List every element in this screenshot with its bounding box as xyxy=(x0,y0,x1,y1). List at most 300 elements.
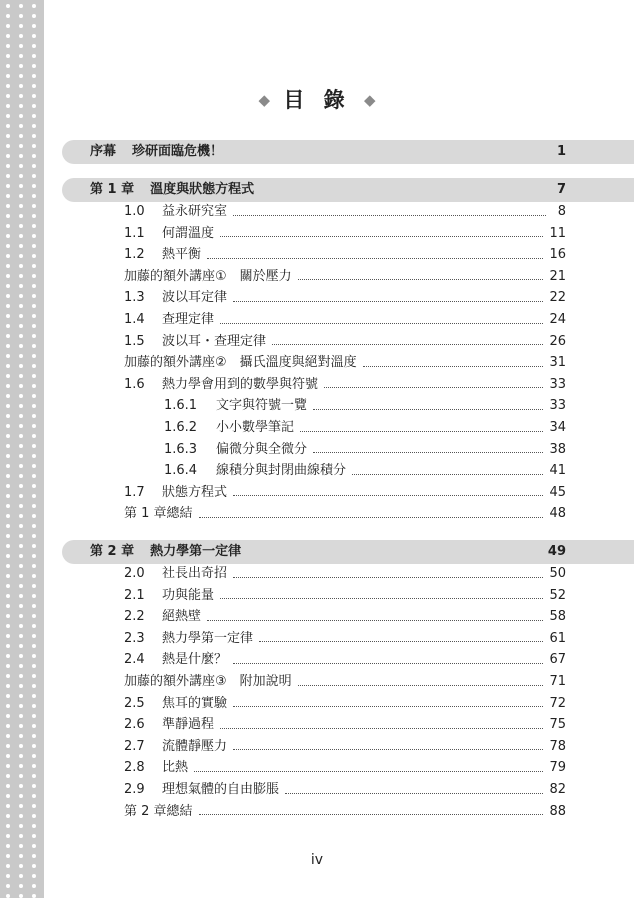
entry-title: 益永研究室 xyxy=(162,204,228,219)
chapter-heading[interactable] xyxy=(90,142,566,162)
toc-entry[interactable] xyxy=(164,396,566,416)
binder-hole xyxy=(19,294,23,298)
binder-hole xyxy=(32,254,36,258)
chapter-label: 第 1 章 xyxy=(90,182,135,197)
binder-hole xyxy=(19,44,23,48)
binder-hole xyxy=(19,604,23,608)
binder-hole xyxy=(32,484,36,488)
binder-hole xyxy=(19,64,23,68)
binder-hole xyxy=(32,224,36,228)
binder-hole xyxy=(19,4,23,8)
binder-hole xyxy=(6,134,10,138)
binder-hole xyxy=(32,774,36,778)
toc-entry[interactable] xyxy=(124,672,566,692)
toc-entry[interactable] xyxy=(124,267,566,287)
binder-hole xyxy=(32,514,36,518)
binder-hole xyxy=(19,224,23,228)
binder-hole xyxy=(6,274,10,278)
binder-hole xyxy=(19,464,23,468)
binder-hole xyxy=(19,404,23,408)
binder-hole xyxy=(32,694,36,698)
binder-hole xyxy=(6,334,10,338)
entry-title: 偏微分與全微分 xyxy=(216,441,308,457)
binder-hole xyxy=(32,724,36,728)
binder-hole xyxy=(19,694,23,698)
toc-entry[interactable] xyxy=(124,332,566,352)
entry-number: 1.6.2 xyxy=(164,420,198,435)
binder-hole xyxy=(32,24,36,28)
binder-hole xyxy=(6,624,10,628)
toc-entry[interactable] xyxy=(124,802,566,822)
entry-page: 78 xyxy=(549,738,566,754)
toc-entry[interactable] xyxy=(124,780,566,800)
leader-dots xyxy=(363,366,544,367)
entry-title: 熱平衡 xyxy=(162,247,202,263)
entry-title: 線積分與封閉曲線積分 xyxy=(216,463,347,479)
binder-hole xyxy=(32,334,36,338)
binder-hole xyxy=(19,74,23,78)
toc-entry[interactable] xyxy=(164,418,566,438)
binder-hole xyxy=(19,794,23,798)
binder-hole xyxy=(32,594,36,598)
entry-number: 1.3 xyxy=(124,290,145,306)
entry-number: 1.6 xyxy=(124,376,145,392)
binder-hole xyxy=(6,74,10,78)
binder-hole xyxy=(19,264,23,268)
binder-hole xyxy=(6,244,10,248)
binder-hole xyxy=(6,764,10,768)
leader-dots xyxy=(233,495,543,496)
binder-hole xyxy=(19,164,23,168)
binder-hole xyxy=(19,314,23,318)
toc-entry[interactable] xyxy=(124,607,566,627)
binder-hole xyxy=(32,444,36,448)
binder-hole xyxy=(6,324,10,328)
binder-hole xyxy=(19,474,23,478)
binder-hole xyxy=(19,244,23,248)
entry-page: 88 xyxy=(549,803,566,819)
binder-hole xyxy=(6,454,10,458)
entry-page: 34 xyxy=(549,420,566,435)
binder-hole xyxy=(6,554,10,558)
toc-entry[interactable] xyxy=(124,504,566,524)
binder-hole xyxy=(6,174,10,178)
toc-entry[interactable] xyxy=(124,737,566,757)
binder-hole xyxy=(32,534,36,538)
entry-number: 1.6.3 xyxy=(164,441,198,457)
binder-hole xyxy=(32,874,36,878)
entry-title: 熱力學第一定律 xyxy=(162,630,254,646)
entry-title: 社長出奇招 xyxy=(162,566,228,581)
binder-hole xyxy=(19,394,23,398)
binder-hole xyxy=(19,764,23,768)
entry-title: 準靜過程 xyxy=(162,717,215,733)
binder-hole xyxy=(6,844,10,848)
binder-hole xyxy=(19,354,23,358)
binder-hole xyxy=(32,34,36,38)
binder-hole xyxy=(6,204,10,208)
binder-hole xyxy=(6,144,10,148)
binder-hole xyxy=(6,704,10,708)
toc-entry[interactable] xyxy=(124,310,566,330)
leader-dots xyxy=(259,641,543,642)
entry-title: 熱力學會用到的數學與符號 xyxy=(162,376,319,392)
binder-hole xyxy=(19,804,23,808)
binder-hole xyxy=(6,264,10,268)
toc-entry[interactable] xyxy=(124,224,566,244)
chapter-label: 序幕 xyxy=(90,144,117,159)
leader-dots xyxy=(352,474,543,475)
binder-hole xyxy=(6,634,10,638)
binder-hole xyxy=(19,274,23,278)
binder-hole xyxy=(6,824,10,828)
entry-title: 何謂溫度 xyxy=(162,225,215,241)
entry-page: 21 xyxy=(549,268,566,284)
binder-hole xyxy=(32,74,36,78)
leader-dots xyxy=(233,706,543,707)
entry-title: 第 2 章總結 xyxy=(124,803,193,819)
binder-hole xyxy=(32,214,36,218)
chapter-heading[interactable] xyxy=(90,542,566,562)
chapter-title: 熱力學第一定律 xyxy=(150,544,242,559)
leader-dots xyxy=(220,236,543,237)
entry-title: 焦耳的實驗 xyxy=(162,695,228,711)
binder-hole xyxy=(19,564,23,568)
binder-hole xyxy=(19,374,23,378)
binder-hole xyxy=(32,674,36,678)
chapter-page: 1 xyxy=(556,144,566,159)
binder-hole xyxy=(19,834,23,838)
binder-hole xyxy=(32,294,36,298)
leader-dots xyxy=(313,409,543,410)
page-number: iv xyxy=(310,852,324,868)
binder-hole xyxy=(32,154,36,158)
binder-hole xyxy=(6,64,10,68)
binder-hole xyxy=(32,494,36,498)
binder-hole xyxy=(6,24,10,28)
binder-hole xyxy=(32,244,36,248)
binder-hole xyxy=(6,664,10,668)
binder-hole xyxy=(6,644,10,648)
binder-hole xyxy=(32,614,36,618)
binder-hole xyxy=(19,884,23,888)
binder-hole xyxy=(6,404,10,408)
binder-hole xyxy=(32,574,36,578)
toc-entry[interactable] xyxy=(124,202,566,222)
entry-number: 1.6.1 xyxy=(164,398,198,414)
binder-hole xyxy=(19,724,23,728)
entry-number: 2.1 xyxy=(124,587,145,603)
binder-hole xyxy=(6,474,10,478)
binder-hole xyxy=(19,584,23,588)
binder-hole xyxy=(32,194,36,198)
binder-hole xyxy=(19,284,23,288)
entry-page: 58 xyxy=(549,609,566,625)
entry-page: 82 xyxy=(549,782,566,797)
binder-hole xyxy=(19,144,23,148)
toc-entry[interactable] xyxy=(124,483,566,503)
toc-entry[interactable] xyxy=(124,288,566,308)
entry-page: 75 xyxy=(549,717,566,733)
binder-hole xyxy=(19,554,23,558)
leader-dots xyxy=(285,793,543,794)
binder-hole xyxy=(19,114,23,118)
binder-hole xyxy=(32,324,36,328)
binder-hole xyxy=(19,524,23,528)
binder-hole xyxy=(19,684,23,688)
entry-number: 2.2 xyxy=(124,609,145,625)
binder-hole xyxy=(6,34,10,38)
entry-page: 31 xyxy=(549,355,566,371)
leader-dots xyxy=(298,279,544,280)
binder-hole xyxy=(6,684,10,688)
binder-hole xyxy=(6,164,10,168)
binder-hole xyxy=(32,434,36,438)
binder-hole xyxy=(6,794,10,798)
toc-entry[interactable] xyxy=(164,461,566,481)
binder-hole xyxy=(32,544,36,548)
binder-hole xyxy=(32,824,36,828)
binder-hole xyxy=(19,424,23,428)
binder-hole xyxy=(19,674,23,678)
binder-hole xyxy=(32,284,36,288)
binder-hole xyxy=(6,464,10,468)
binder-hole xyxy=(32,414,36,418)
binder-hole xyxy=(6,394,10,398)
binder-hole xyxy=(6,304,10,308)
entry-page: 45 xyxy=(549,484,566,500)
leader-dots xyxy=(220,598,543,599)
chapter-heading[interactable] xyxy=(90,180,566,200)
binder-hole xyxy=(19,174,23,178)
binder-hole xyxy=(6,294,10,298)
chapter-page: 49 xyxy=(547,544,566,559)
entry-number: 2.5 xyxy=(124,695,145,711)
binder-hole xyxy=(32,404,36,408)
binder-hole xyxy=(19,714,23,718)
toc-entry[interactable] xyxy=(124,353,566,373)
binder-hole xyxy=(6,434,10,438)
binder-hole xyxy=(32,134,36,138)
leader-dots xyxy=(313,452,543,453)
binder-hole xyxy=(19,894,23,898)
binder-hole xyxy=(19,454,23,458)
binder-hole xyxy=(6,774,10,778)
entry-page: 33 xyxy=(549,376,566,392)
binder-hole xyxy=(19,504,23,508)
binder-hole xyxy=(32,764,36,768)
binder-hole xyxy=(19,484,23,488)
binder-hole xyxy=(6,754,10,758)
binder-hole xyxy=(19,54,23,58)
binder-hole xyxy=(32,844,36,848)
entry-page: 50 xyxy=(549,566,566,581)
entry-page: 41 xyxy=(549,463,566,479)
entry-number: 2.7 xyxy=(124,738,145,754)
binder-hole xyxy=(32,884,36,888)
binder-hole xyxy=(6,834,10,838)
binder-hole xyxy=(6,604,10,608)
toc-entry[interactable] xyxy=(124,245,566,265)
binder-hole xyxy=(19,134,23,138)
binder-hole xyxy=(19,634,23,638)
binder-hole xyxy=(32,504,36,508)
toc-entry[interactable] xyxy=(124,715,566,735)
entry-title: 加藤的額外講座③ 附加說明 xyxy=(124,674,292,689)
leader-dots xyxy=(207,258,543,259)
binder-hole xyxy=(6,734,10,738)
entry-number: 2.9 xyxy=(124,782,145,797)
leader-dots xyxy=(233,577,543,578)
leader-dots xyxy=(324,387,543,388)
binder-hole xyxy=(6,504,10,508)
entry-page: 61 xyxy=(549,630,566,646)
leader-dots xyxy=(220,323,543,324)
binder-hole xyxy=(6,424,10,428)
binder-hole xyxy=(6,514,10,518)
binder-hole xyxy=(19,194,23,198)
binder-hole xyxy=(32,344,36,348)
chapter-title: 溫度與狀態方程式 xyxy=(150,182,255,197)
entry-page: 24 xyxy=(549,312,566,327)
binder-hole xyxy=(19,334,23,338)
binder-hole xyxy=(32,374,36,378)
leader-dots xyxy=(220,728,543,729)
entry-page: 52 xyxy=(549,587,566,603)
diamond-left-icon: ◆ xyxy=(258,91,271,109)
binder-hole xyxy=(6,4,10,8)
binder-hole xyxy=(32,264,36,268)
binder-hole xyxy=(19,434,23,438)
binder-hole xyxy=(32,794,36,798)
entry-title: 流體靜壓力 xyxy=(162,738,228,754)
binder-hole xyxy=(6,584,10,588)
toc-entry[interactable] xyxy=(124,629,566,649)
binder-hole xyxy=(6,544,10,548)
binder-hole xyxy=(19,544,23,548)
page-title-text: 目 錄 xyxy=(283,88,351,112)
binder-hole xyxy=(32,634,36,638)
entry-number: 2.8 xyxy=(124,760,145,776)
entry-number: 2.6 xyxy=(124,717,145,733)
binder-hole xyxy=(32,604,36,608)
toc-entry[interactable] xyxy=(164,440,566,460)
entry-page: 72 xyxy=(549,695,566,711)
chapter-page: 7 xyxy=(556,182,566,197)
binder-hole xyxy=(19,874,23,878)
binder-hole xyxy=(6,564,10,568)
binder-hole xyxy=(6,744,10,748)
binder-hole xyxy=(19,744,23,748)
entry-page: 38 xyxy=(549,441,566,457)
binder-hole xyxy=(19,574,23,578)
binder-hole xyxy=(19,124,23,128)
leader-dots xyxy=(233,749,543,750)
entry-title: 功與能量 xyxy=(162,587,215,603)
binder-hole xyxy=(19,24,23,28)
binder-hole xyxy=(6,124,10,128)
binder-hole xyxy=(32,274,36,278)
binder-hole xyxy=(6,14,10,18)
binder-hole xyxy=(19,754,23,758)
entry-title: 熱是什麼？ xyxy=(162,652,228,668)
toc-entry[interactable] xyxy=(124,694,566,714)
binder-hole xyxy=(6,224,10,228)
binder-hole xyxy=(32,314,36,318)
binder-hole xyxy=(32,804,36,808)
binder-hole xyxy=(6,344,10,348)
toc-entry[interactable] xyxy=(124,564,566,584)
binder-hole xyxy=(32,704,36,708)
binder-hole xyxy=(32,394,36,398)
binder-hole xyxy=(19,14,23,18)
binder-hole xyxy=(6,654,10,658)
binder-hole xyxy=(6,614,10,618)
binder-hole xyxy=(32,564,36,568)
entry-title: 理想氣體的自由膨脹 xyxy=(162,782,280,797)
binder-hole xyxy=(19,384,23,388)
binder-hole xyxy=(32,304,36,308)
binder-hole xyxy=(6,484,10,488)
binder-hole xyxy=(19,704,23,708)
toc-entry[interactable] xyxy=(124,375,566,395)
entry-page: 33 xyxy=(549,398,566,414)
chapter-label: 第 2 章 xyxy=(90,544,135,559)
entry-number: 1.0 xyxy=(124,204,145,219)
binder-hole xyxy=(32,584,36,588)
binder-hole xyxy=(6,374,10,378)
entry-page: 67 xyxy=(549,652,566,668)
toc-entry[interactable] xyxy=(124,650,566,670)
binder-hole xyxy=(6,524,10,528)
leader-dots xyxy=(233,301,543,302)
toc-entry[interactable] xyxy=(124,586,566,606)
binder-hole xyxy=(19,214,23,218)
binder-hole xyxy=(19,344,23,348)
binder-hole xyxy=(19,774,23,778)
entry-title: 文字與符號一覽 xyxy=(216,398,308,414)
binder-hole xyxy=(32,54,36,58)
toc-entry[interactable] xyxy=(124,758,566,778)
diamond-right-icon: ◆ xyxy=(363,91,376,109)
binder-hole xyxy=(6,804,10,808)
entry-title: 比熱 xyxy=(162,760,189,776)
leader-dots xyxy=(199,517,544,518)
binder-hole xyxy=(32,754,36,758)
leader-dots xyxy=(300,431,543,432)
binder-hole xyxy=(19,664,23,668)
entry-title: 加藤的額外講座① 關於壓力 xyxy=(124,268,292,284)
binder-hole xyxy=(6,894,10,898)
binder-hole xyxy=(6,44,10,48)
binder-hole xyxy=(6,714,10,718)
binder-hole xyxy=(32,894,36,898)
entry-page: 22 xyxy=(549,290,566,306)
binder-hole xyxy=(19,414,23,418)
binder-hole xyxy=(19,364,23,368)
entry-number: 2.0 xyxy=(124,566,145,581)
binder-hole xyxy=(6,784,10,788)
binder-hole xyxy=(6,534,10,538)
binder-hole xyxy=(19,184,23,188)
binder-hole xyxy=(6,444,10,448)
binder-hole xyxy=(32,744,36,748)
binder-hole xyxy=(19,654,23,658)
binder-hole xyxy=(32,834,36,838)
binder-hole xyxy=(19,324,23,328)
binder-hole xyxy=(19,784,23,788)
binder-hole xyxy=(6,674,10,678)
